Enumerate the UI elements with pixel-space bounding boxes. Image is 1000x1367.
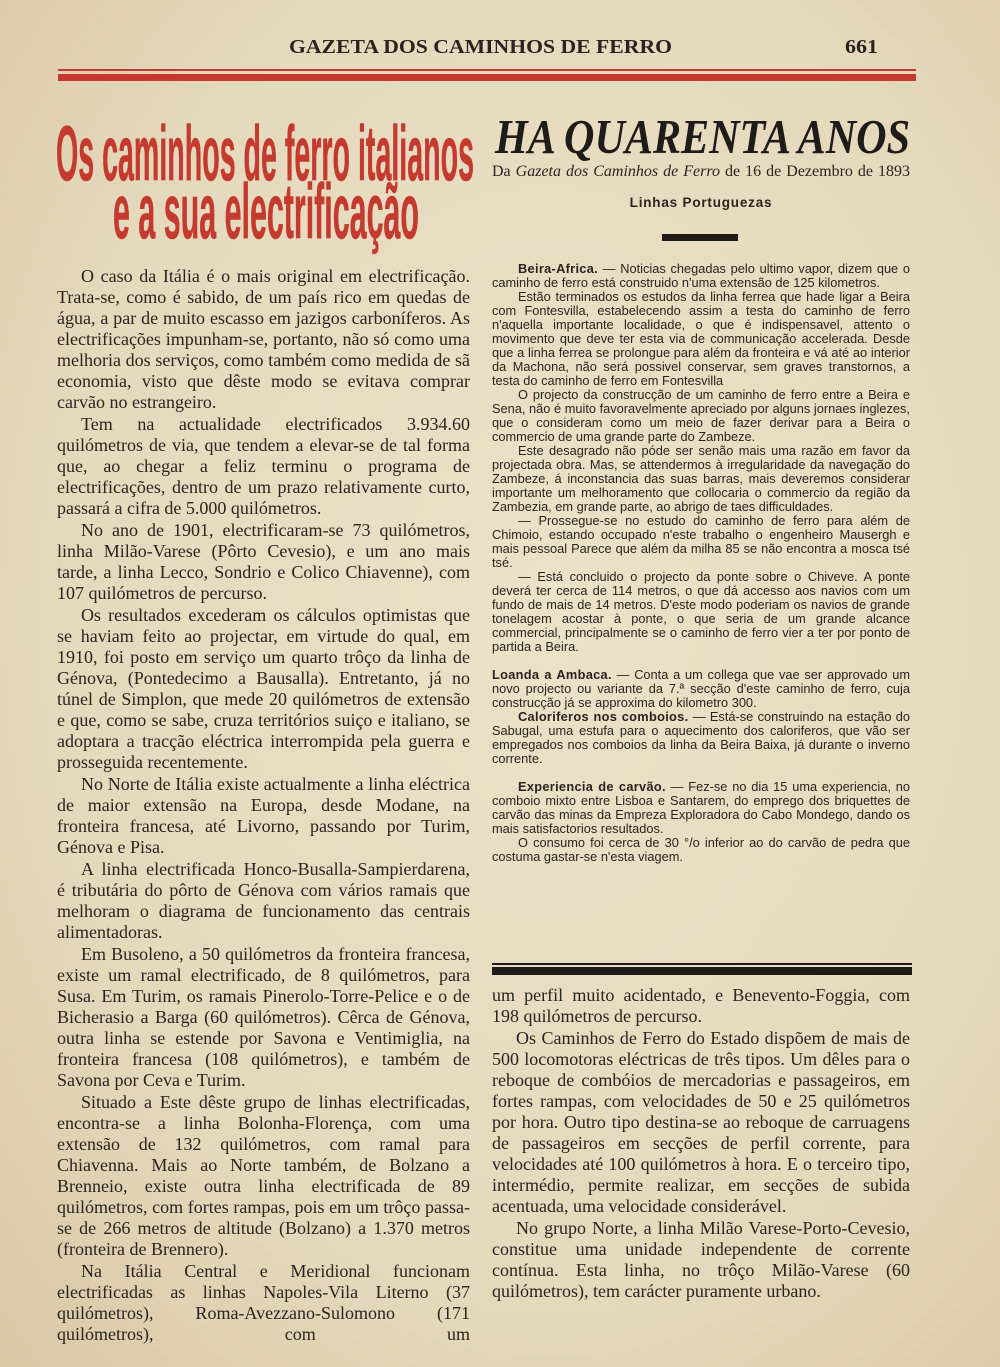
news-item	[492, 514, 910, 570]
news-item	[492, 836, 910, 864]
article-paragraph: No ano de 1901, electrificaram-se 73 quilómetros, linha Milão-Varese (Pôrto Cevesio), e um ano mais tarde, a linha Lecco, Sondrio e Colico Chiavenne), com 107 quilómetros de percurso.	[57, 520, 470, 603]
history-heading-text: HA QUARENTA ANOS	[494, 110, 910, 164]
source-prefix: Da	[492, 163, 511, 180]
news-item	[492, 444, 910, 514]
news-item-text: O projecto da construcção de um caminho de ferro entre a Beira e Sena, não é muito favoravelmente apreciado por alguns jornaes inglezes, que o consideram como um meio de fazer derivar para a Beira o commercio de uma grande parte do Zambeze.	[492, 387, 910, 444]
news-item	[492, 780, 910, 836]
section-end-rule-thick	[492, 967, 912, 975]
history-source	[492, 162, 910, 182]
source-date: de 16 de Dezembro de 1893	[725, 163, 911, 180]
running-header	[0, 20, 1000, 65]
article-paragraph: A linha electrificada Honco-Busalla-Sampierdarena, é tributária do pôrto de Génova com vários ramais que melhoram o diagrama de funcionamento das centrais alimentadoras.	[57, 859, 470, 942]
publication-title: GAZETA DOS CAMINHOS DE FERRO	[289, 36, 672, 58]
news-item	[492, 388, 910, 444]
section-end-rule-thin	[492, 963, 912, 965]
news-item	[492, 668, 910, 710]
article-paragraph: O caso da Itália é o mais original em electrificação. Trata-se, como é sabido, de um país rico em quedas de água, a par de muito escasso em jazigos carboníferos. As electrificações impunham-se, portanto, não só como uma melhoria dos serviços, como também como medida de sã economia, visto que dêste modo se evitava comprar carvão no estrangeiro.	[57, 266, 470, 412]
section-divider	[662, 234, 738, 241]
article-title	[53, 110, 479, 260]
header-rule-thick	[58, 74, 916, 81]
news-item-text: — Conta a um collega que vae ser approvado um novo projecto ou variante da 7.ª secção d'este caminho de ferro, cuja construcção já se approxima do kilometro 300.	[492, 667, 910, 710]
news-item	[492, 570, 910, 654]
news-item-text: — Está concluido o projecto da ponte sobre o Chiveve. A ponte deverá ter cerca de 114 metros, o que dá accesso aos navios com um fundo de mais de 14 metros. D'este modo poderiam os navios de grande tonelagem acostar à ponte, o que seria de um grande alcance commercial, principalmente se o caminho de ferro vier a ter por ponto de partida a Beira.	[492, 569, 910, 654]
article-title-line: Os caminhos de ferro italianos	[56, 110, 474, 197]
news-item-text: — Fez-se no dia 15 uma experiencia, no comboio mixto entre Lisboa e Santarem, do emprego dos briquettes de carvão das minas da Empreza Exploradora do Cabo Mondego, dando os mais satisfactorios resultados.	[492, 779, 910, 836]
article-paragraph: Tem na actualidade electrificados 3.934.60 quilómetros de via, que tendem a elevar-se de tal forma que, ao chegar a feliz terminu o programa de electrificações, dentro de um prazo relativamente curto, passará a cifra de 5.000 quilómetros.	[57, 414, 470, 518]
article-paragraph: No Norte de Itália existe actualmente a linha eléctrica de maior extensão na Europa, desde Modane, na fronteira francesa, até Livorno, passando por Turim, Génova e Pisa.	[57, 774, 470, 857]
source-publication: Gazeta dos Caminhos de Ferro	[515, 163, 721, 180]
news-item-lead: Loanda a Ambaca.	[492, 667, 612, 682]
news-item-text: O consumo foi cerca de 30 °/o inferior ao do carvão de pedra que costuma gastar-se n'esta viagem.	[492, 835, 910, 864]
article-continuation	[492, 985, 910, 1303]
history-notes	[492, 262, 910, 864]
header-rule-thin	[58, 69, 916, 71]
news-item-text: Este desagrado não póde ser senão mais uma razão em favor da projectada obra. Mas, se attendermos à irregularidade da navegação do Zambeze, á inconstancia das suas barras, mais deveremos considerar importante um melhoramento que collocaria o commercio da região da Zambezia, em grande parte, ao abrigo de taes difficuldades.	[492, 443, 910, 514]
section-title: Linhas Portuguezas	[629, 195, 773, 210]
news-item-lead: Beira-Africa.	[518, 261, 599, 276]
article-paragraph: Os Caminhos de Ferro do Estado dispõem de mais de 500 locomotoras eléctricas de três tipos. Um dêles para o reboque de combóios de mercadorias e passageiros, em fortes rampas, com velocidades de 50 e 25 quilómetros por hora. Outro tipo destina-se ao reboque de carruagens de passageiros em secções de perfil corrente, para velocidades até 100 quilómetros à hora. E o terceiro tipo, intermédio, permite realizar, em secções de subida acentuada, uma velocidade considerável.	[492, 1028, 910, 1216]
article-paragraph: Em Busoleno, a 50 quilómetros da fronteira francesa, existe um ramal electrificado, de 8 quilómetros, para Susa. Em Turim, os ramais Pinerolo-Torre-Pelice e o de Bicherasio a Barga (60 quilómetros). Cêrca de Génova, outra linha se estende por Savona e Ventimiglia, na fronteira francesa (108 quilómetros), e também de Savona por Ceva e Turim.	[57, 944, 470, 1090]
article-body	[57, 266, 470, 1346]
article-paragraph: um perfil muito acidentado, e Benevento-Foggia, com 198 quilómetros de percurso.	[492, 985, 910, 1026]
article-paragraph: No grupo Norte, a linha Milão Varese-Porto-Cevesio, constitue uma unidade independente de corrente contínua. Esta linha, no trôço Milão-Varese (60 quilómetros), tem carácter puramente urbano.	[492, 1218, 910, 1301]
news-item-text: — Prossegue-se no estudo do caminho de ferro para além de Chimoio, estando occupado n'este trabalho o engenheiro Mausergh e mais pessoal Parece que além da milha 85 se não encontra a mosca tsé tsé.	[492, 513, 910, 570]
news-item	[492, 290, 910, 388]
news-item-text: — Está-se construindo na estação do Sabugal, uma estufa para o aquecimento dos caloriferos, que vão ser empregados nos comboios da linha da Beira Baixa, já durante o inverno corrente.	[492, 709, 911, 766]
news-item-text: — Noticias chegadas pelo ultimo vapor, dizem que o caminho de ferro está construido n'uma extensão de 125 kilometros.	[492, 261, 911, 290]
article-paragraph: Na Itália Central e Meridional funcionam electrificadas as linhas Napoles-Vila Literno (37 quilómetros), Roma-Avezzano-Sulomono (171 quilómetros), com um	[57, 1261, 470, 1344]
news-item-text: Estão terminados os estudos da linha ferrea que hade ligar a Beira com Fontesvilla, estabelecendo assim a testa do caminho de ferro n'aquella importante localidade, o que é indispensavel, attento o movimento que deve ter esta via de communicação accelerada. Desde que a linha ferrea se prolongue para além da fronteira e vá até ao interior da Machona, não será possivel conservar, sem graves transtornos, a testa do caminho de ferro em Fontesvilla	[492, 289, 910, 388]
article-title-line: e a sua electrificação	[113, 167, 419, 255]
news-item-lead: Experiencia de carvão.	[518, 779, 666, 794]
news-item	[492, 262, 910, 290]
news-item	[492, 710, 910, 766]
article-paragraph: Situado a Este dêste grupo de linhas electrificadas, encontra-se a linha Bolonha-Florença, com uma extensão de 132 quilómetros, com ramal para Chiavenna. Mais ao Norte também, de Bolzano a Brenneio, existe outra linha electrificada de 89 quilómetros, com fortes rampas, pois em um trôço passa-se de 266 metros de altitude (Bolzano) a 1.370 metros (fronteira de Brennero).	[57, 1092, 470, 1259]
page-number: 661	[845, 36, 878, 58]
history-heading	[492, 110, 916, 166]
article-paragraph: Os resultados excederam os cálculos optimistas que se haviam feito ao projectar, em virtude do qual, em 1910, foi posto em serviço um quarto trôço da linha de Génova, (Pontedecimo a Bausalla). Entretanto, já no túnel de Simplon, que mede 20 quilómetros de extensão e que, como se sabe, cruza territórios suiço e italiano, se adoptara a tracção eléctrica interrompida pela guerra e prosseguida recentemente.	[57, 605, 470, 772]
news-item-lead: Caloriferos nos comboios.	[518, 709, 689, 724]
